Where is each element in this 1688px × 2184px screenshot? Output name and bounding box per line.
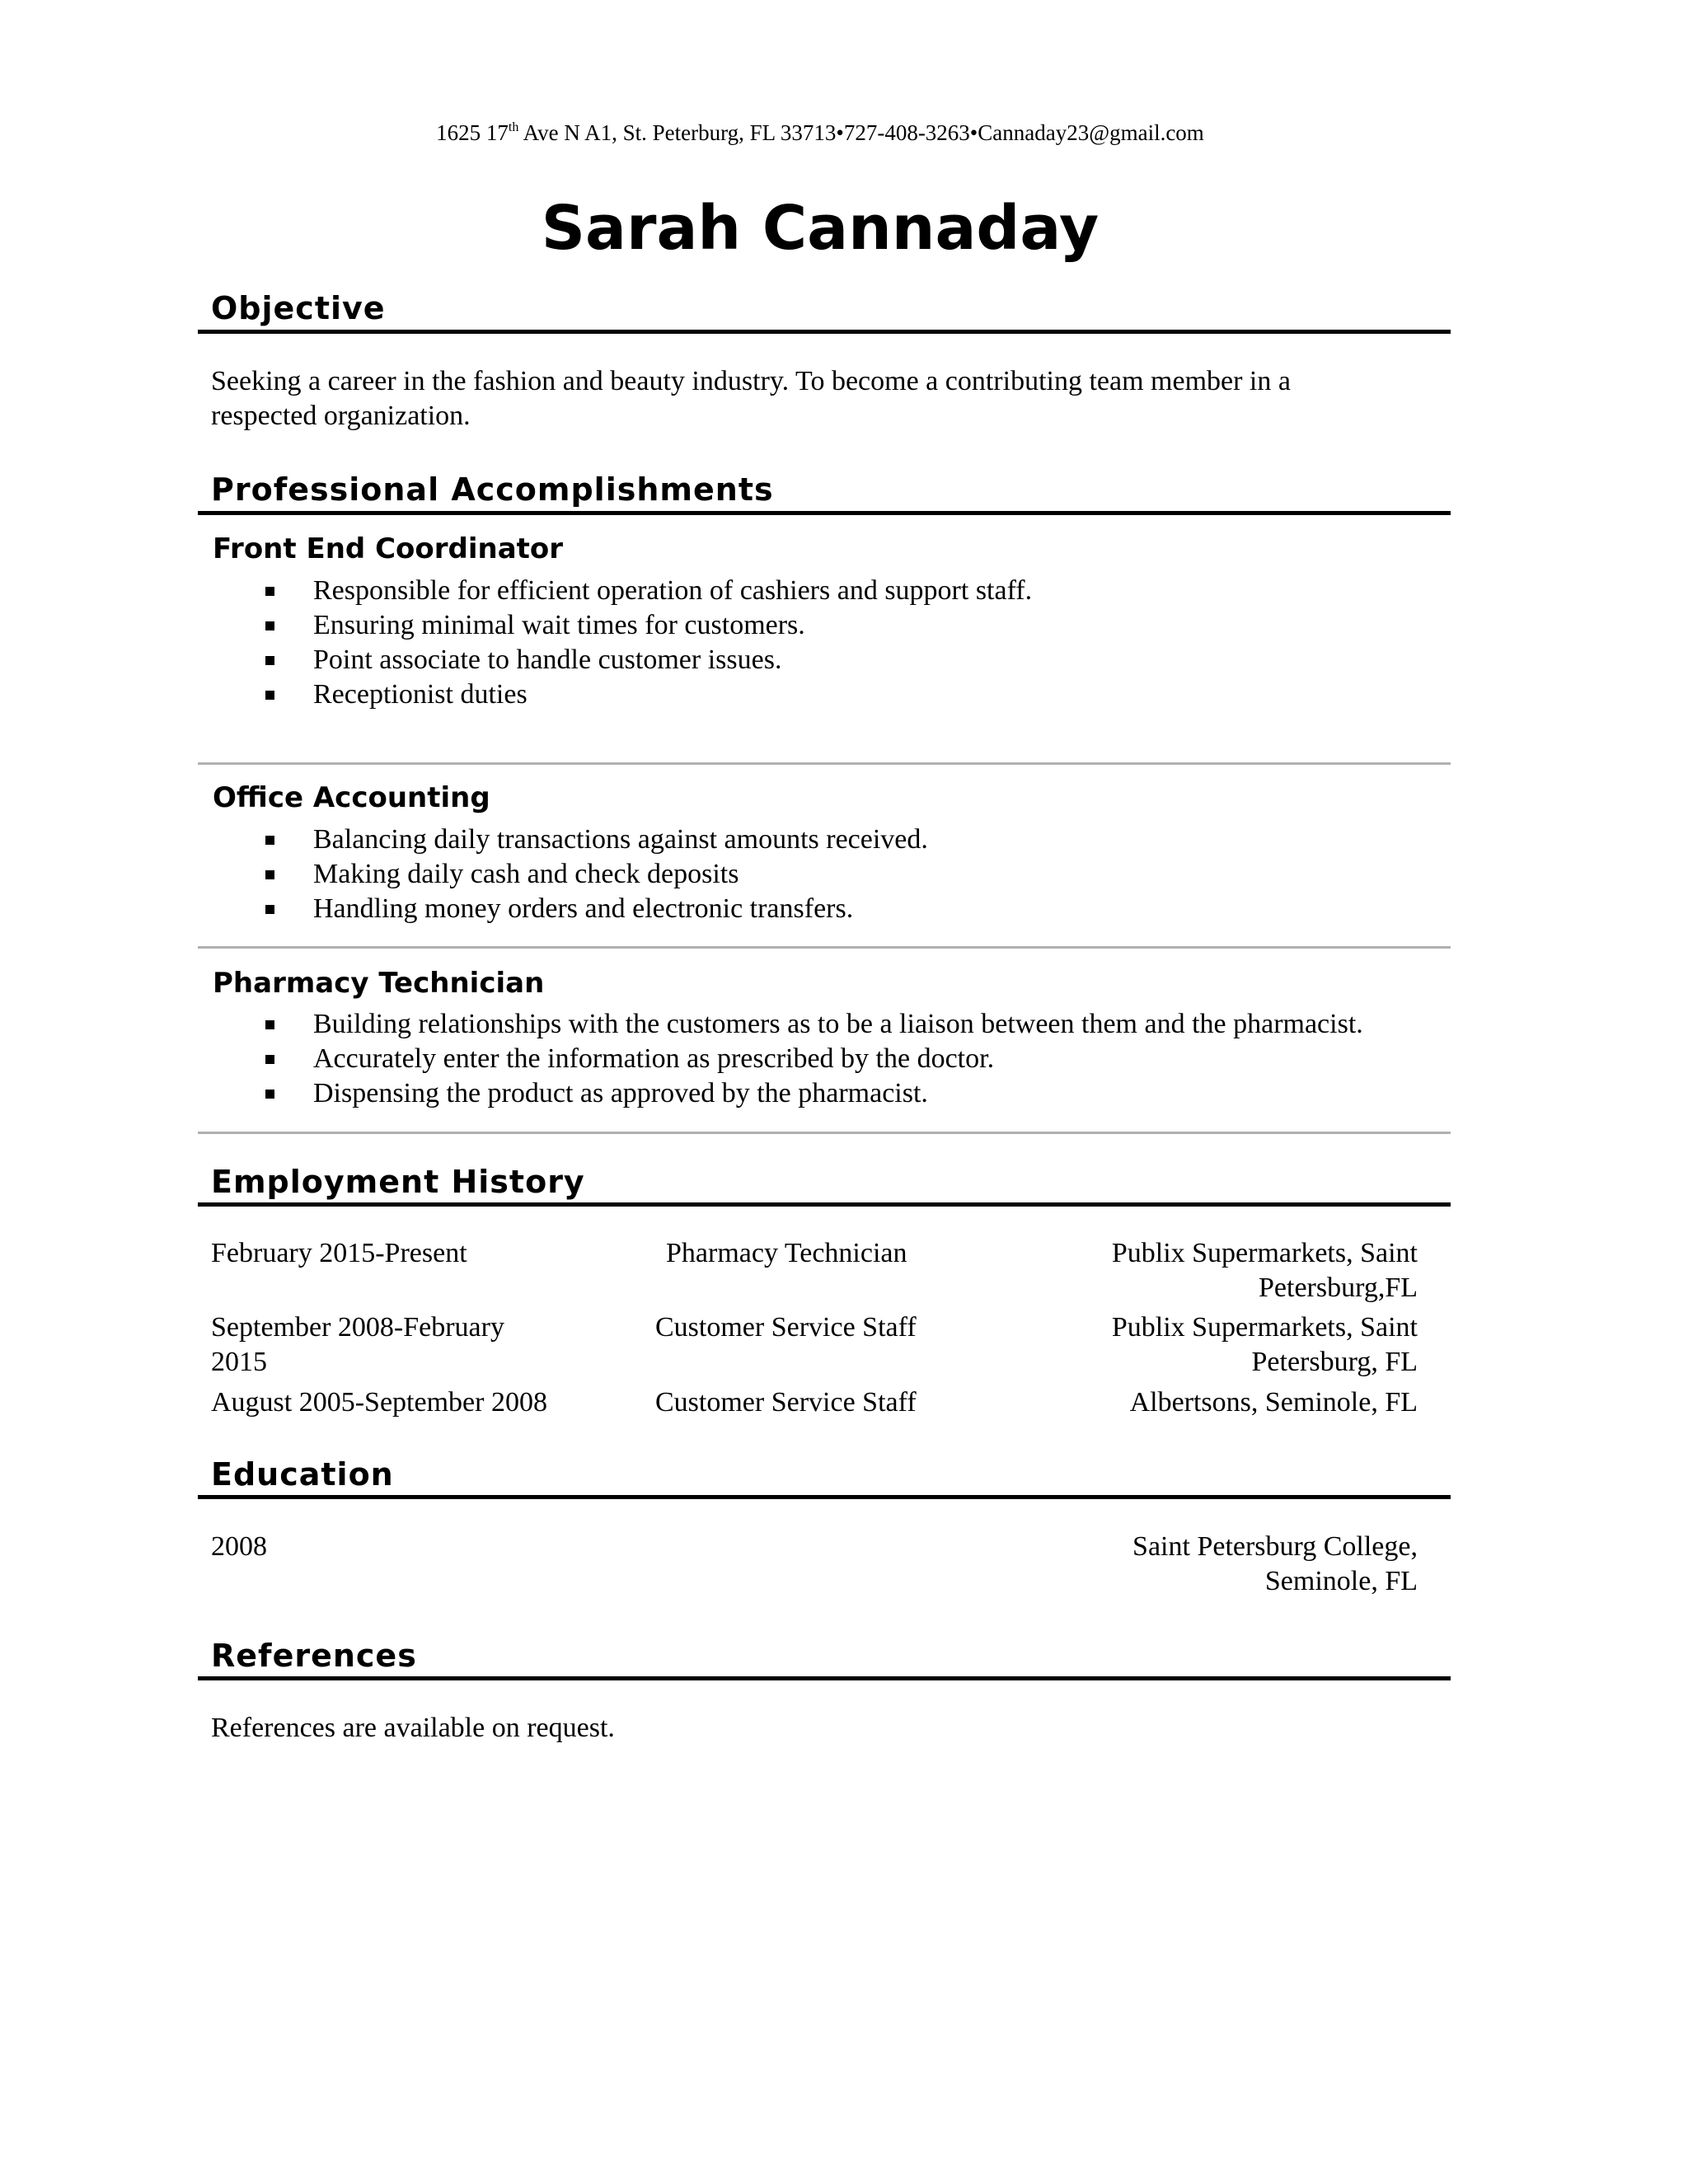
bullet-square-icon	[265, 836, 274, 845]
employment-dates-continued: 2015	[211, 1347, 267, 1377]
employment-employer: Publix Supermarkets, Saint	[1111, 1312, 1418, 1343]
section-title-references: References	[211, 1638, 417, 1674]
bullet-square-icon	[265, 691, 274, 700]
bullet-square-icon	[265, 587, 274, 596]
education-school: Saint Petersburg College,	[1132, 1531, 1418, 1562]
list-item: Building relationships with the customers as to be a liaison between them and the pharmacist.	[0, 1007, 1363, 1042]
ordinal-suffix: th	[508, 120, 519, 134]
bullet-square-icon	[265, 1020, 274, 1029]
section-title-employment: Employment History	[211, 1164, 585, 1200]
employment-employer: Publix Supermarkets, Saint	[1111, 1238, 1418, 1268]
bullet-square-icon	[265, 1055, 274, 1064]
employment-employer-location: Petersburg,FL	[1259, 1272, 1418, 1303]
section-title-education: Education	[211, 1456, 394, 1493]
list-item: Responsible for efficient operation of cashiers and support staff.	[0, 574, 1032, 608]
list-item: Balancing daily transactions against amounts received.	[0, 823, 928, 857]
contact-line	[0, 120, 1640, 146]
bullet-square-icon	[265, 656, 274, 665]
employment-role: Pharmacy Technician	[666, 1238, 907, 1268]
list-item: Making daily cash and check deposits	[0, 857, 928, 892]
employment-dates: February 2015-Present	[211, 1238, 467, 1268]
candidate-name: Sarah Cannaday	[541, 193, 1100, 264]
section-title-accomplishments: Professional Accomplishments	[211, 471, 774, 508]
section-divider	[198, 1202, 1451, 1207]
employment-employer: Albertsons, Seminole, FL	[1129, 1387, 1418, 1418]
section-divider	[198, 330, 1451, 334]
list-item: Point associate to handle customer issues.	[0, 643, 1032, 677]
objective-line-1: Seeking a career in the fashion and beauty industry. To become a contributing team member in a	[211, 366, 1291, 396]
list-item: Accurately enter the information as prescribed by the doctor.	[0, 1042, 1363, 1076]
subsection-divider	[198, 762, 1451, 765]
education-year: 2008	[211, 1531, 267, 1562]
address-street-number: 1625 17	[436, 120, 509, 145]
section-divider	[198, 511, 1451, 515]
bullet-list	[0, 823, 928, 926]
subsection-title-front-end-coordinator: Front End Coordinator	[213, 532, 564, 565]
employment-role: Customer Service Staff	[655, 1387, 917, 1418]
subsection-divider	[198, 946, 1451, 949]
subsection-title-pharmacy-technician: Pharmacy Technician	[213, 967, 545, 1000]
references-text: References are available on request.	[211, 1713, 615, 1743]
bullet-list	[0, 1007, 1363, 1111]
section-divider	[198, 1495, 1451, 1499]
employment-role: Customer Service Staff	[655, 1312, 917, 1343]
education-school-location: Seminole, FL	[1264, 1566, 1418, 1596]
list-item: Ensuring minimal wait times for customers.	[0, 608, 1032, 643]
section-divider	[198, 1676, 1451, 1680]
list-item: Handling money orders and electronic transfers.	[0, 892, 928, 926]
employment-employer-location: Petersburg, FL	[1251, 1347, 1418, 1377]
list-item: Receptionist duties	[0, 677, 1032, 712]
section-title-objective: Objective	[211, 290, 386, 326]
employment-dates: August 2005-September 2008	[211, 1387, 547, 1418]
bullet-square-icon	[265, 1090, 274, 1099]
objective-line-2: respected organization.	[211, 401, 471, 431]
contact-details: Ave N A1, St. Peterburg, FL 33713•727-408-3263•Cannaday23@gmail.com	[518, 120, 1204, 145]
employment-dates: September 2008-February	[211, 1312, 504, 1343]
bullet-square-icon	[265, 870, 274, 879]
list-item: Dispensing the product as approved by the pharmacist.	[0, 1076, 1363, 1111]
bullet-square-icon	[265, 905, 274, 914]
bullet-list	[0, 574, 1032, 712]
subsection-divider	[198, 1132, 1451, 1134]
subsection-title-office-accounting: Office Accounting	[213, 781, 490, 814]
bullet-square-icon	[265, 621, 274, 630]
